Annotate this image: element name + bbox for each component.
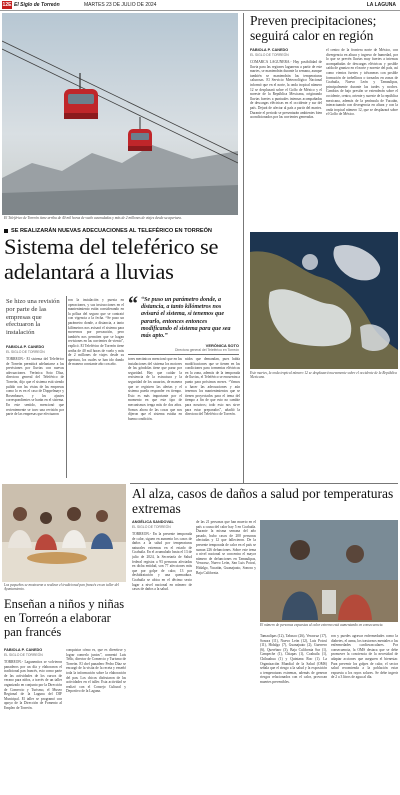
teleferico-byline-org: EL SIGLO DE TORREÓN bbox=[6, 350, 45, 354]
kicker-text: SE REALIZARÁN NUEVAS ADECUACIONES AL TELEFÉRICO EN TORREÓN bbox=[11, 228, 212, 234]
quote-source-role: Directora general del Teleférico en Torreón bbox=[175, 348, 239, 352]
weather-satellite-map bbox=[250, 232, 398, 369]
section-name: LA LAGUNA bbox=[366, 2, 396, 8]
pan-body-col1: TORREÓN.- Lagunenitos se volvieron panaderos por un día y elaboraron el tradicional pan francés, esto como parte de las actividades de los cursos de verano para niños, a través de un taller organizado en conjunto por la Dirección de Comercio y Turismo, el Museo Regional de la Laguna del DIF Municipal. El taller se programó con apoyo de la Dirección de Fomento al Empleo de Torreón. bbox=[4, 660, 62, 710]
teleferico-body-col4: nidos que demandan, pues había modificaciones que se tienen en las condiciones para tormentas eléctricas en la zona, además de la temporada de lluvias, el Teleférico se encuentra a punto para próximos meses. “Vamos a hacer las adecuaciones y aún tenemos los mantenimientos que se tienen proyectados para el tema del tiempo a fin de que esto no cambie para nosotros; todo esto nos sirve para estar preparados”, añadió la directora del Teleférico de Torreón. bbox=[185, 357, 240, 417]
lluvias-body-col2: el centro de la frontera norte de México, con divergencia en altura y ingreso de humedad, por lo que se prevén lluvias muy fuertes a intensas acompañadas de descargas eléctricas y posible caída de granizo en el norte y noreste del país, así como vientos fuertes y tolvaneras con posible formación de torbellinos o tornados en zonas de Coahuila, Nuevo León y Tamaulipas, principalmente durante las tardes y noches. Cambios de bajo presión se extenderán sobre el occidente, centro, oriente y sureste de la república mexicana, además de la península de Yucatán, interactuando con divergencia en altura y con la onda tropical número 12, que se desplazará sobre el Golfo de México. bbox=[326, 48, 398, 117]
quote-source-name: VERÓNICA SOTO bbox=[205, 343, 239, 348]
heat-photo-caption: El número de personas expuestas al calor extremo está aumentando en consecuencia. bbox=[260, 623, 384, 627]
page-number: 12E bbox=[2, 2, 12, 8]
pan-byline: FABIOLA P. CANEDO bbox=[4, 648, 43, 652]
alza-body-col1: TORREÓN.- En la presente temporada de calor, siguen en aumento los casos de daños a la salud por temperaturas naturales extremas en el estado de Coahuila. En el acumulado hasta el 13 de julio de 2024, la Secretaría de Salud federal registra a 93 personas afectadas en dicha entidad, son 77 afecciones más que por golpe de calor, 13 por deshidratación y una quemadura. Coahuila se ubica en el décimo sexto lugar a nivel nacional en número de casos de daños a la salud. bbox=[132, 532, 192, 592]
heat-photo bbox=[260, 520, 398, 622]
kicker-bullet-icon bbox=[4, 229, 8, 233]
alza-byline-org: EL SIGLO DE TORREÓN bbox=[132, 525, 171, 529]
alza-body-col2: de las 21 personas que han muerto en el país a causa del calor hay 5 en Coahuila. Durante la misma semana del año pasado, hubo casos de 200 personas afectadas y 12 que fallecieron. De la presente temporada de calor en el país se suman 226 defunciones. Sobre este tema a nivel nacional se concentra el mayor número de defunciones en Tamaulipas, Veracruz, Nuevo León, San Luis Potosí, Hidalgo, Yucatán, Guanajuato, Sonora y Baja California. bbox=[196, 520, 256, 575]
alza-body-col3: Tamaulipas (12), Tabasco (26), Veracruz (17), Sonora (11), Nuevo León (12), Luis Potosí (11), Hidalgo (7), Guanajuato (2), Guerrero (6), Querétaro (3), Baja California Sur (1), Campeche (1), Chiapas (1), Coahuila (1), Chihuahua (1) y Quintana Roo (1). La Organización Mundial de la Salud (OMS) señala que el riesgo a la salud y la exposición a temperaturas extremas, además de generar riesgos relacionados con el calor, provocan muertes prevenibles. bbox=[260, 634, 327, 684]
alza-body-col4: ron y puedes agravar enfermedades como la diabetes, el asma, los trastornos mentales o las enfermedades cardiovasculares. Por consecuencia, la OMS destaca que se debe promover la conciencia de la necesidad de adaptar acciones que aseguren el bienestar. Para prevenir los golpes de calor, el sector salud recomienda a la población estar expuesta a los rayos solares. Se debe ingerir de 2 a 3 litros de agua al día. bbox=[331, 634, 398, 680]
lluvias-headline: Preven precipitaciones; seguirá calor en región bbox=[250, 13, 377, 43]
lluvias-byline: FABIOLA P. CANEDO bbox=[250, 48, 289, 52]
alza-headline: Al alza, casos de daños a salud por temperaturas extremas bbox=[132, 486, 394, 516]
right-column-divider bbox=[243, 13, 244, 483]
teleferico-deck: Se hizo una revisión por parte de las empresas que efectuaron la instalación bbox=[6, 298, 60, 337]
teleferico-body-col1: TORREÓN.- El sistema del Teleférico de Torreón permitirá adelantarse a las previsiones por lluvias con nuevas adecuaciones. Verónica Soto Díaz, directora general del Teleférico de Torreón, dijo que el sistema está siendo pulido con las vistas de las empresas como lo es en el caso de Doppelmayr y Rosenbauer, y los ajustes correspondientes se harán en el sistema. En este sentido, mencionó que recientemente se tuvo una revisión por parte de las empresas que efectuaron bbox=[6, 357, 64, 417]
teleferico-byline: FABIOLA P. CANEDO bbox=[6, 345, 45, 349]
issue-date: MARTES 23 DE JULIO DE 2024 bbox=[84, 2, 157, 8]
pan-photo bbox=[2, 484, 126, 582]
lluvias-body-col1: COMARCA LAGUNERA.- Hay posibilidad de lluvia para las regiones laguneras a partir de este martes, se mantendrán durante la semana, aunque también se mantendrán las temperaturas calurosas. El Servicio Meteorológico Nacional informó que en el norte, la onda tropical número 12 se desplazará sobre el Golfo de México y el noreste de la República Mexicana, originando lluvias fuertes a puntuales intensas acompañadas de descargas eléctricas en el occidente y sur del país. Dejará de afectar al país a partir del martes. Durante el periodo se presentarán ambientes bien acondicionados por las corrientes generadas. bbox=[250, 60, 322, 120]
pullquote-icon: “ bbox=[128, 293, 138, 315]
teleferico-body-col2: ron la instalación y puesta en operaciones, y sus instrucciones en el mantenimiento están considerando en la póliza del seguro que se contrató con vigencia a la fecha. “Se puso un parámetro donde, a distancia, a tanto kilómetros nos avisará el sistema para movernos por precaución, pero también nos permiten que se hagan revisiones en las corrientes de viento”, explicó. El Teleférico de Torreón tiene arriba de 40 mil horas de vuelo y más de 2 millones de viajes desde su apertura, los cuales se han ido dando de manera constante año con año. bbox=[68, 298, 124, 367]
weather-map-caption: Este martes, la onda tropical número 12 se desplazará nuevamente sobre el occidente de la República Mexicana. bbox=[250, 371, 397, 380]
pan-body-col2: conquistar cómo es, que es divertirse y lograr comerlo juntos”, comentó Luis Tello, director de Comercio y Turismo de Torreón. El chef panadero Pedro Díaz se encargó de la visita de la receta y enseñó toda la información sobre la elaboración del pan. Los chicos disfrutaron de las actividades en el taller. Esta actividad se realizó con el Consejo Cultural y Deportivo de la Laguna. bbox=[66, 648, 126, 694]
column-divider bbox=[66, 296, 67, 478]
section-rule bbox=[130, 483, 398, 484]
alza-byline: ANGÉLICA SANDOVAL bbox=[132, 520, 174, 524]
teleferico-photo-caption: El Teleférico de Torreón tiene arriba de 40 mil horas de vuelo acumuladas y más de 2 millones de viajes desde su apertura. bbox=[4, 216, 182, 220]
pan-headline: Enseñan a niños y niñas en Torreón a elaborar pan francés bbox=[4, 597, 125, 639]
page-header bbox=[0, 0, 400, 11]
masthead: El Siglo de Torreón bbox=[14, 2, 60, 8]
teleferico-headline: Sistema del teleférico se adelantará a lluvias bbox=[4, 234, 219, 284]
lluvias-byline-org: EL SIGLO DE TORREÓN bbox=[250, 53, 289, 57]
pan-byline-org: EL SIGLO DE TORREÓN bbox=[4, 653, 43, 657]
teleferico-pullquote: “Se puso un parámetro donde, a distancia, a tanto kilómetros nos avisará el sistema, si tenemos que pararlo, entonces entonces modificando el sistema para que sea más apto.” bbox=[141, 297, 231, 340]
teleferico-photo bbox=[2, 13, 238, 215]
pullquote-rule bbox=[128, 354, 239, 355]
teleferico-body-col3: tores mecánicos mencionó que en las instalaciones del sistema los motores de las góndolas tiene que parar por seguridad. Hay que cuidar la resistencia de la estructura y la seguridad de los usuarios, de manera que se registren las alertas y el sistema pueda responder en tiempo. Esto es más importante por el momento en que este tipo de mecanismos tenga más de dos años. Somos ahora de las cosas que nos dijeron que el sistema estaba en buena condición. bbox=[128, 357, 182, 421]
pan-photo-caption: Los pequeños se mostraron a realizar el tradicional pan francés en un taller del Ayuntamiento. bbox=[4, 583, 120, 592]
